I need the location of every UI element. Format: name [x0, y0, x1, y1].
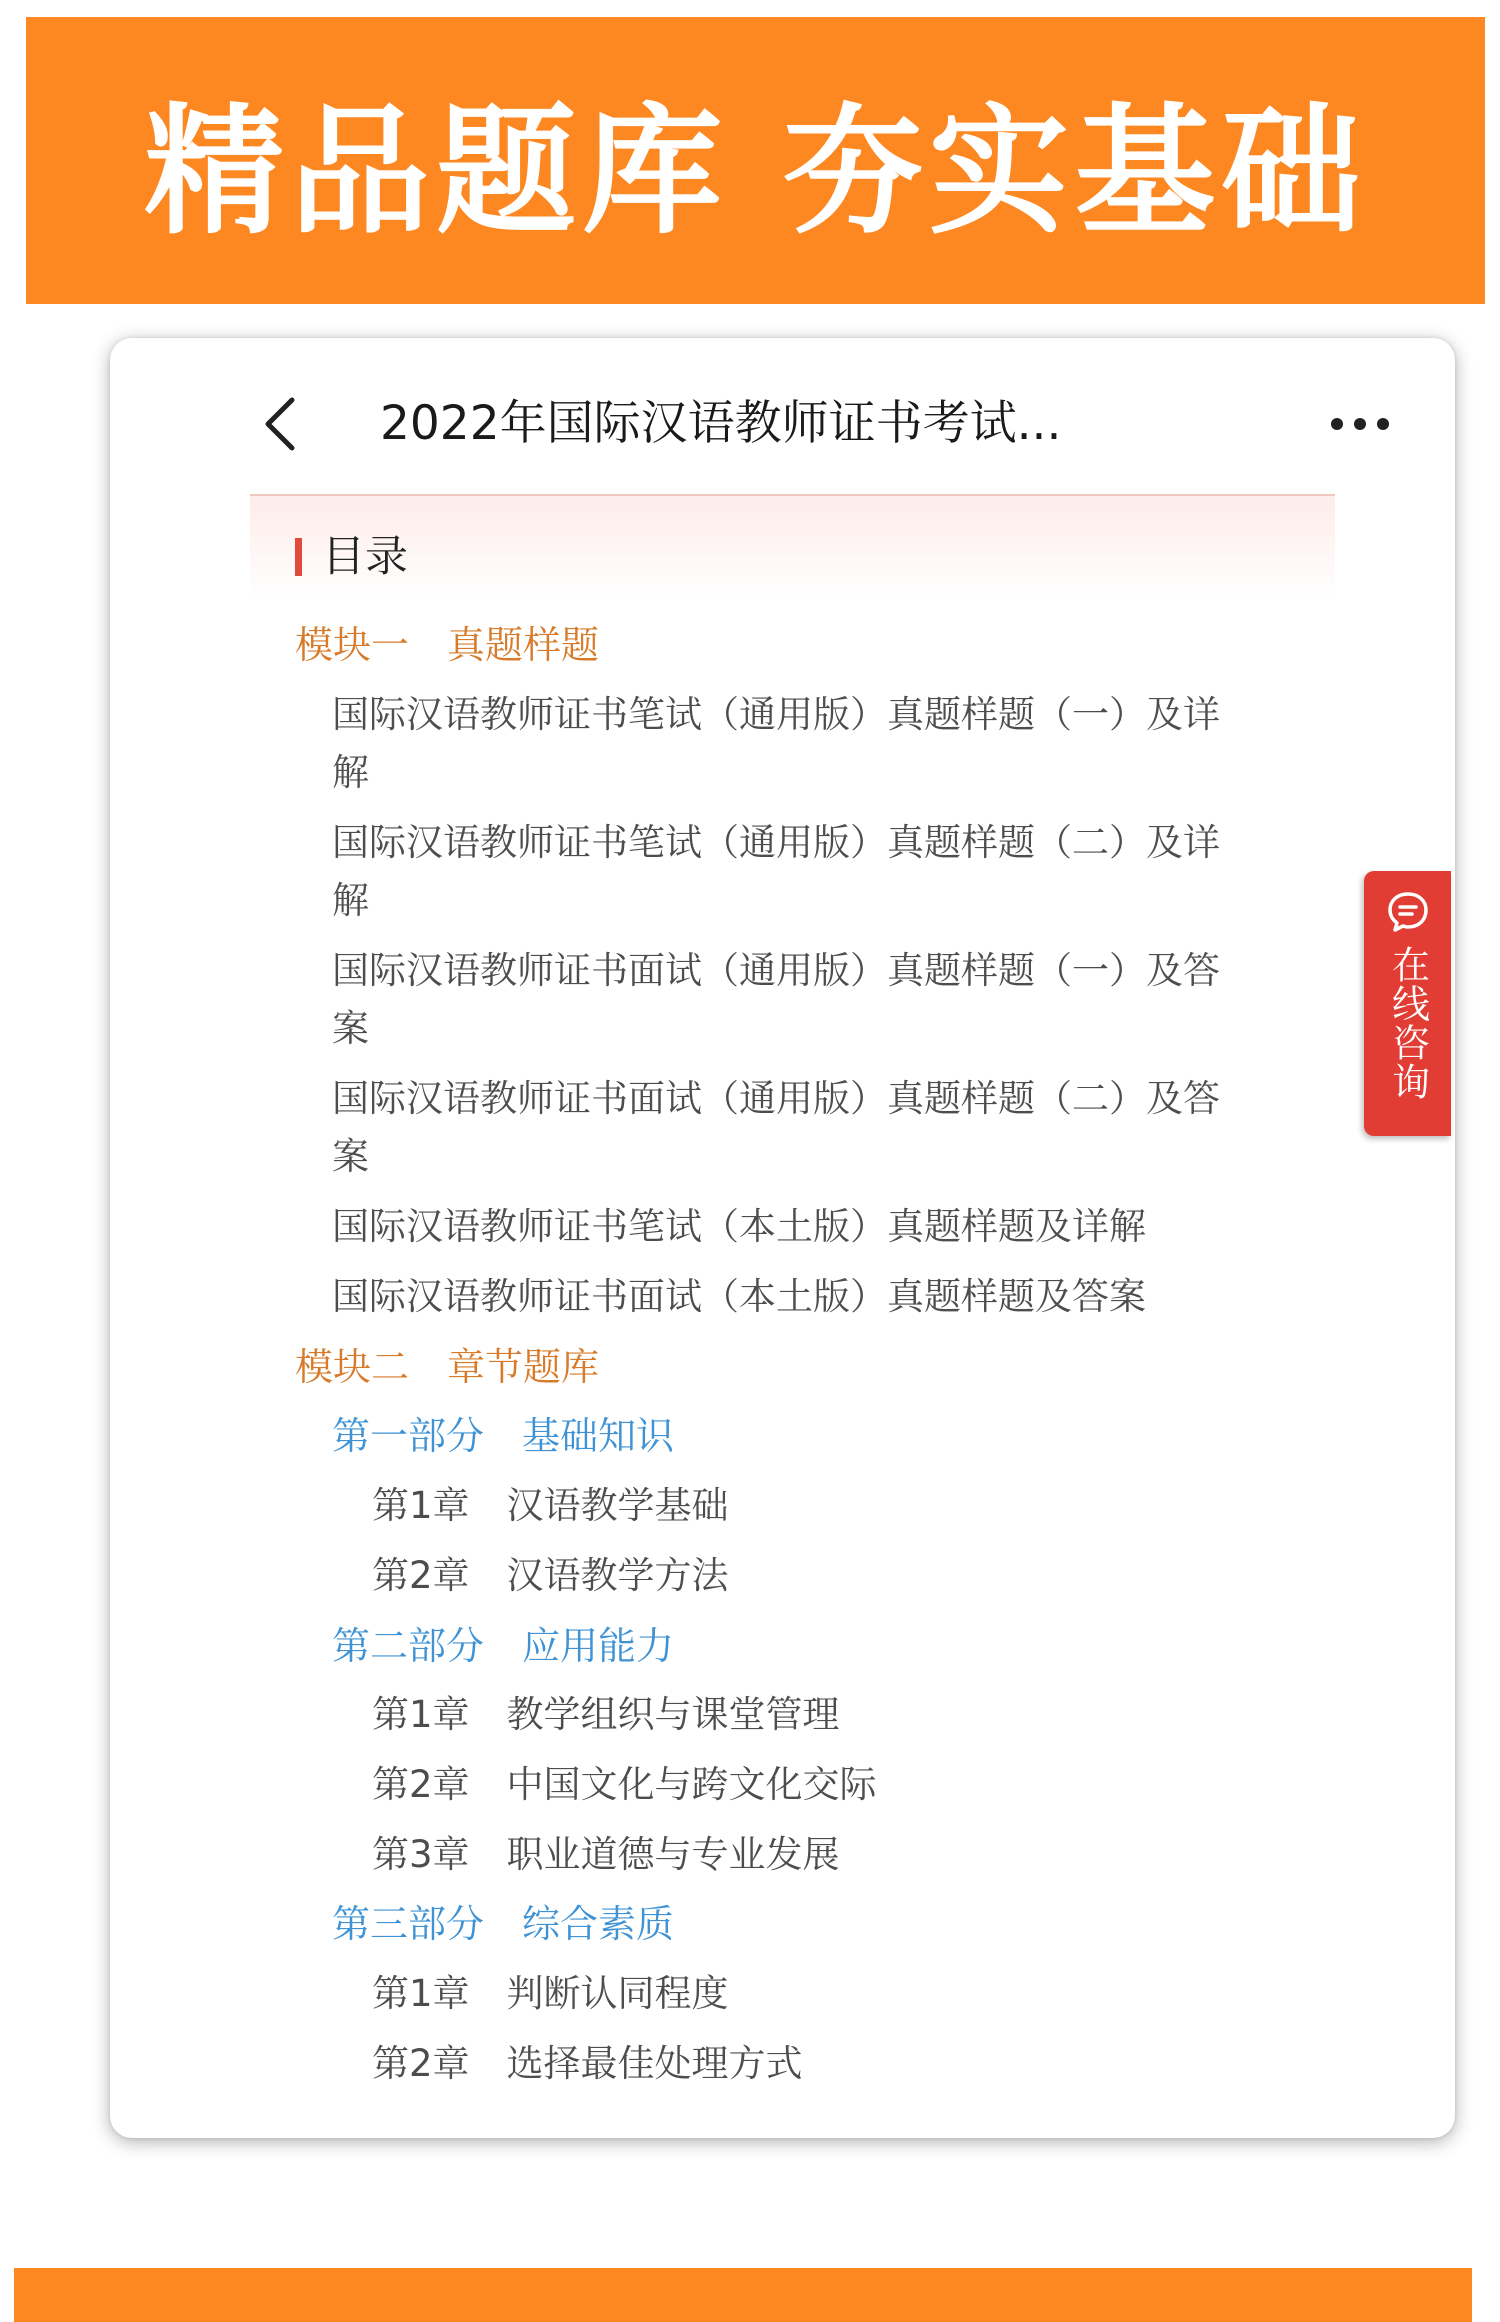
- toc-item-line[interactable]: 国际汉语教师证书笔试（通用版）真题样题（二）及详: [332, 821, 1220, 864]
- toc-item-line[interactable]: 国际汉语教师证书面试（本土版）真题样题及答案: [332, 1275, 1146, 1318]
- toc-item-line[interactable]: 解: [332, 879, 369, 922]
- chapter-item[interactable]: 第3章 职业道德与专业发展: [372, 1833, 840, 1876]
- more-options-icon[interactable]: [1320, 394, 1400, 454]
- chapter-item[interactable]: 第2章 选择最佳处理方式: [372, 2042, 803, 2085]
- top-banner: [26, 17, 1485, 304]
- toc-item-line[interactable]: 案: [332, 1135, 369, 1178]
- toc-item-line[interactable]: 解: [332, 751, 369, 794]
- toc-header: [250, 496, 1335, 600]
- toc-marker: [295, 538, 302, 576]
- toc-item-line[interactable]: 国际汉语教师证书面试（通用版）真题样题（一）及答: [332, 949, 1220, 992]
- phone-screen-card: [110, 338, 1455, 2138]
- module-heading[interactable]: 模块一 真题样题: [295, 623, 600, 667]
- chapter-item[interactable]: 第1章 教学组织与课堂管理: [372, 1693, 840, 1736]
- banner-title: 精品题库 夯实基础: [144, 91, 1367, 254]
- part-heading[interactable]: 第二部分 应用能力: [332, 1624, 675, 1668]
- part-heading[interactable]: 第三部分 综合素质: [332, 1902, 675, 1946]
- nav-bar: [250, 338, 1335, 496]
- back-arrow-icon[interactable]: [250, 394, 310, 454]
- toc-item-line[interactable]: 国际汉语教师证书面试（通用版）真题样题（二）及答: [332, 1077, 1220, 1120]
- toc-item-line[interactable]: 案: [332, 1007, 369, 1050]
- chat-bubble-icon: [1385, 889, 1431, 935]
- online-consult-button[interactable]: [1364, 871, 1451, 1136]
- part-heading[interactable]: 第一部分 基础知识: [332, 1414, 675, 1458]
- module-heading[interactable]: 模块二 章节题库: [295, 1345, 600, 1389]
- toc-title: 目录: [322, 532, 408, 582]
- toc-item-line[interactable]: 国际汉语教师证书笔试（通用版）真题样题（一）及详: [332, 693, 1220, 736]
- chapter-item[interactable]: 第2章 中国文化与跨文化交际: [372, 1763, 877, 1806]
- toc-item-line[interactable]: 国际汉语教师证书笔试（本土版）真题样题及详解: [332, 1205, 1146, 1248]
- chapter-item[interactable]: 第1章 汉语教学基础: [372, 1484, 729, 1527]
- bottom-banner: [14, 2268, 1472, 2322]
- chapter-item[interactable]: 第1章 判断认同程度: [372, 1972, 729, 2015]
- nav-title: 2022年国际汉语教师证书考试...: [380, 396, 1062, 451]
- chapter-item[interactable]: 第2章 汉语教学方法: [372, 1554, 729, 1597]
- online-consult-label: 在线咨询: [1385, 945, 1430, 1101]
